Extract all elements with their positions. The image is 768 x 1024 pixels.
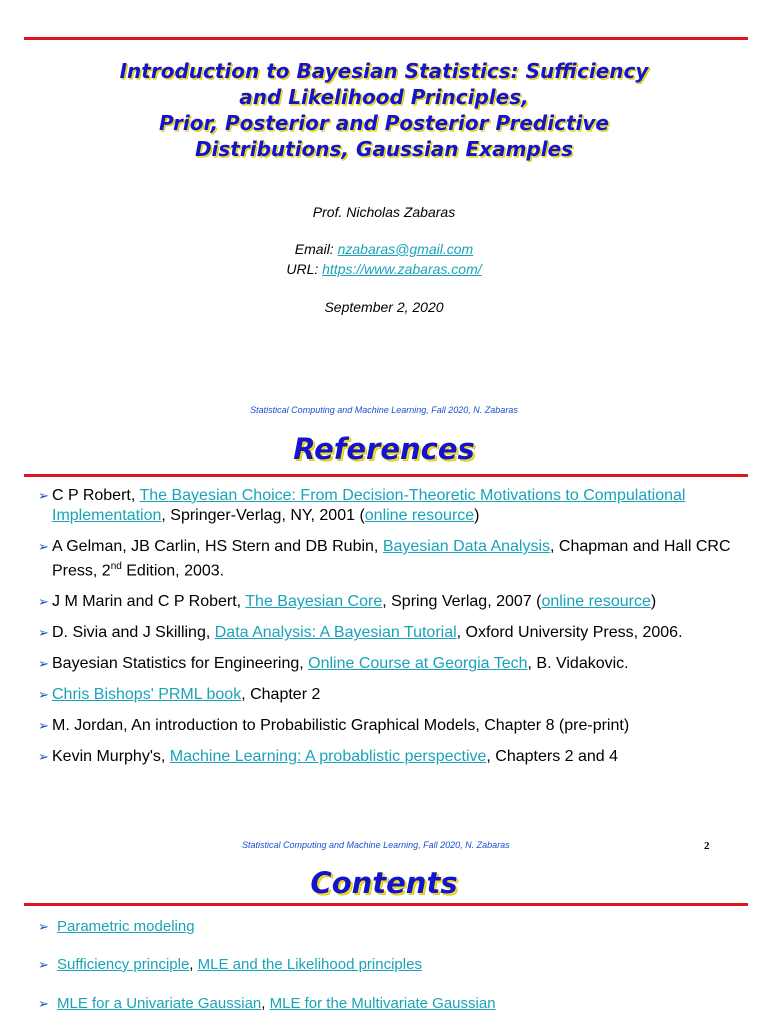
- contents-list: [38, 917, 738, 1013]
- reference-item: [38, 747, 738, 767]
- ref-link[interactable]: Bayesian Data Analysis: [382, 538, 551, 555]
- title-line: Distributions, Gaussian Examples: [194, 137, 574, 161]
- contents-item: ➢ MLE for a Univariate Gaussian, MLE for the Multivariate Gaussian: [38, 995, 496, 1012]
- ref-text: , Oxford University Press, 2006.: [456, 624, 683, 642]
- url-label: URL:: [286, 261, 323, 277]
- arrow-bullet-icon: ➢: [38, 656, 49, 672]
- ref-text: C P Robert,: [52, 487, 140, 504]
- email-line: [0, 241, 768, 257]
- contents-item: ➢ Sufficiency principle, MLE and the Likelihood principles: [38, 956, 422, 973]
- url-link[interactable]: https://www.zabaras.com/: [322, 261, 482, 277]
- date: September 2, 2020: [324, 299, 444, 315]
- arrow-bullet-icon: ➢: [38, 625, 49, 641]
- email-link[interactable]: nzabaras@gmail.com: [337, 241, 474, 257]
- top-rule: [24, 37, 748, 40]
- arrow-bullet-icon: ➢: [38, 539, 49, 554]
- author: Prof. Nicholas Zabaras: [312, 204, 456, 220]
- slide1-footer: Statistical Computing and Machine Learning, Fall 2020, N. Zabaras: [250, 405, 518, 415]
- arrow-bullet-icon: ➢: [38, 718, 49, 734]
- reference-item: [38, 592, 738, 612]
- ref-text: ): [650, 593, 657, 611]
- contents-link[interactable]: MLE for a Univariate Gaussian: [57, 995, 262, 1012]
- title-line: and Likelihood Principles,: [239, 85, 529, 109]
- reference-item: [38, 685, 738, 705]
- ref-text: , Chapters 2 and 4: [486, 748, 619, 766]
- ref-text: D. Sivia and J Skilling,: [52, 624, 215, 642]
- page-number: 2: [704, 840, 710, 852]
- reference-item: [38, 537, 738, 581]
- reference-item: [38, 486, 738, 526]
- arrow-bullet-icon: ➢: [38, 488, 49, 503]
- references-title: References: [293, 432, 475, 466]
- contents-link[interactable]: MLE and the Likelihood principles: [197, 956, 422, 973]
- contents-link[interactable]: Parametric modeling: [57, 918, 195, 935]
- ref-link[interactable]: online resource: [364, 507, 475, 524]
- arrow-bullet-icon: ➢: [38, 919, 49, 934]
- contents-rule: [24, 903, 748, 906]
- arrow-bullet-icon: ➢: [38, 687, 49, 703]
- reference-item: [38, 716, 738, 736]
- slide2-footer: Statistical Computing and Machine Learning, Fall 2020, N. Zabaras: [242, 840, 510, 850]
- ref-text: J M Marin and C P Robert,: [52, 593, 246, 611]
- ref-text: , Springer-Verlag, NY, 2001 (: [161, 507, 365, 524]
- ref-link[interactable]: Online Course at Georgia Tech: [308, 655, 528, 673]
- reference-item: [38, 654, 738, 674]
- title-line: Prior, Posterior and Posterior Predictive: [159, 111, 609, 135]
- arrow-bullet-icon: ➢: [38, 957, 49, 972]
- ref-superscript: nd: [110, 561, 122, 572]
- arrow-bullet-icon: ➢: [38, 594, 49, 610]
- ref-text: A Gelman, JB Carlin, HS Stern and DB Rubin,: [52, 538, 383, 555]
- contents-title: Contents: [310, 866, 458, 900]
- ref-text: Bayesian Statistics for Engineering,: [52, 655, 309, 673]
- ref-text: ): [474, 507, 480, 524]
- contents-item: [38, 917, 738, 936]
- ref-link[interactable]: online resource: [541, 593, 651, 611]
- references-list: [38, 486, 738, 778]
- contents-link[interactable]: Sufficiency principle: [57, 956, 190, 973]
- ref-text: , Chapter 2: [241, 686, 321, 704]
- contents-link[interactable]: MLE for the Multivariate Gaussian: [269, 995, 496, 1012]
- arrow-bullet-icon: ➢: [38, 996, 49, 1011]
- references-rule: [24, 474, 748, 477]
- page-title: [0, 58, 768, 162]
- arrow-bullet-icon: ➢: [38, 749, 49, 765]
- ref-link[interactable]: Machine Learning: A probablistic perspective: [169, 748, 487, 766]
- ref-link[interactable]: Data Analysis: A Bayesian Tutorial: [214, 624, 457, 642]
- email-label: Email:: [294, 241, 338, 257]
- ref-text: Edition, 2003.: [121, 562, 225, 580]
- ref-text: , Chapman and Hall CRC Press, 2: [52, 538, 731, 580]
- reference-item: [38, 623, 738, 643]
- ref-link[interactable]: The Bayesian Choice: From Decision-Theoretic Motivations to Compulational Implementation: [52, 487, 686, 524]
- ref-text: , B. Vidakovic.: [527, 655, 629, 673]
- ref-link[interactable]: The Bayesian Core: [245, 593, 383, 611]
- ref-text: M. Jordan, An introduction to Probabilistic Graphical Models, Chapter 8 (pre-print): [52, 717, 630, 735]
- ref-text: Kevin Murphy's,: [52, 748, 170, 766]
- title-line: Introduction to Bayesian Statistics: Sufficiency: [119, 59, 649, 83]
- url-line: [0, 261, 768, 277]
- ref-link[interactable]: Chris Bishops' PRML book: [52, 686, 242, 704]
- ref-text: , Spring Verlag, 2007 (: [382, 593, 542, 611]
